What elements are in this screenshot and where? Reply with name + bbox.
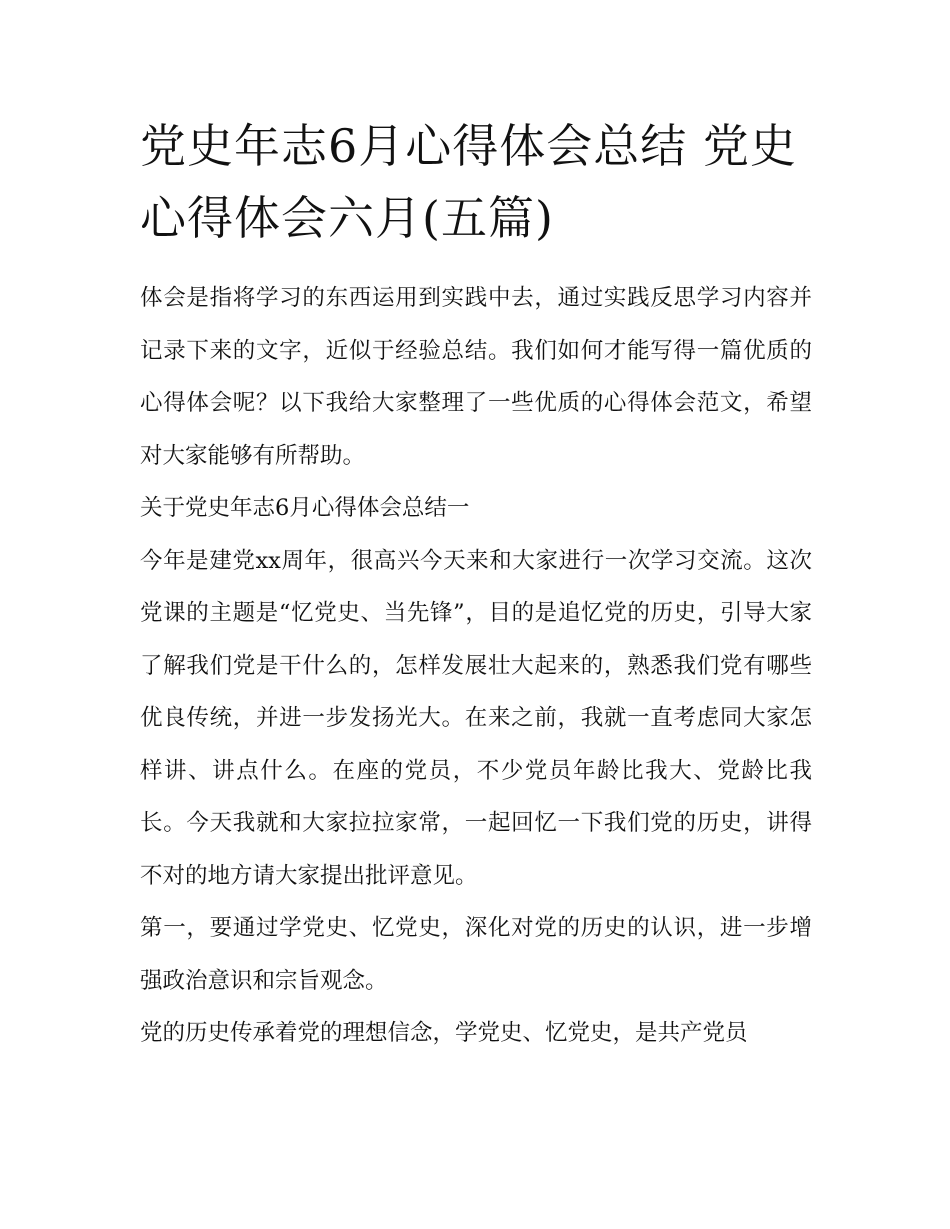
document-body bbox=[140, 272, 812, 1060]
body-paragraph: 今年是建党xx周年，很高兴今天来和大家进行一次学习交流。这次党课的主题是“忆党史、当先锋”，目的是追忆党的历史，引导大家了解我们党是干什么的，怎样发展壮大起来的，熟悉我们党有哪些优良传统，并进一步发扬光大。在来之前，我就一直考虑同大家怎样讲、讲点什么。在座的党员，不少党员年龄比我大、党龄比我长。今天我就和大家拉拉家常，一起回忆一下我们党的历史，讲得不对的地方请大家提出批评意见。 bbox=[140, 547, 812, 889]
body-paragraph: 党的历史传承着党的理想信念，学党史、忆党史，是共产党员 bbox=[140, 1020, 748, 1046]
section-heading: 关于党史年志6月心得体会总结一 bbox=[140, 495, 470, 521]
body-paragraph: 第一，要通过学党史、忆党史，深化对党的历史的认识，进一步增强政治意识和宗旨观念。 bbox=[140, 915, 812, 994]
intro-paragraph: 体会是指将学习的东西运用到实践中去，通过实践反思学习内容并记录下来的文字，近似于经验总结。我们如何才能写得一篇优质的心得体会呢？以下我给大家整理了一些优质的心得体会范文，希望对大家能够有所帮助。 bbox=[140, 285, 812, 469]
document-title: 党史年志6月心得体会总结 党史心得体会六月(五篇) bbox=[140, 119, 797, 245]
